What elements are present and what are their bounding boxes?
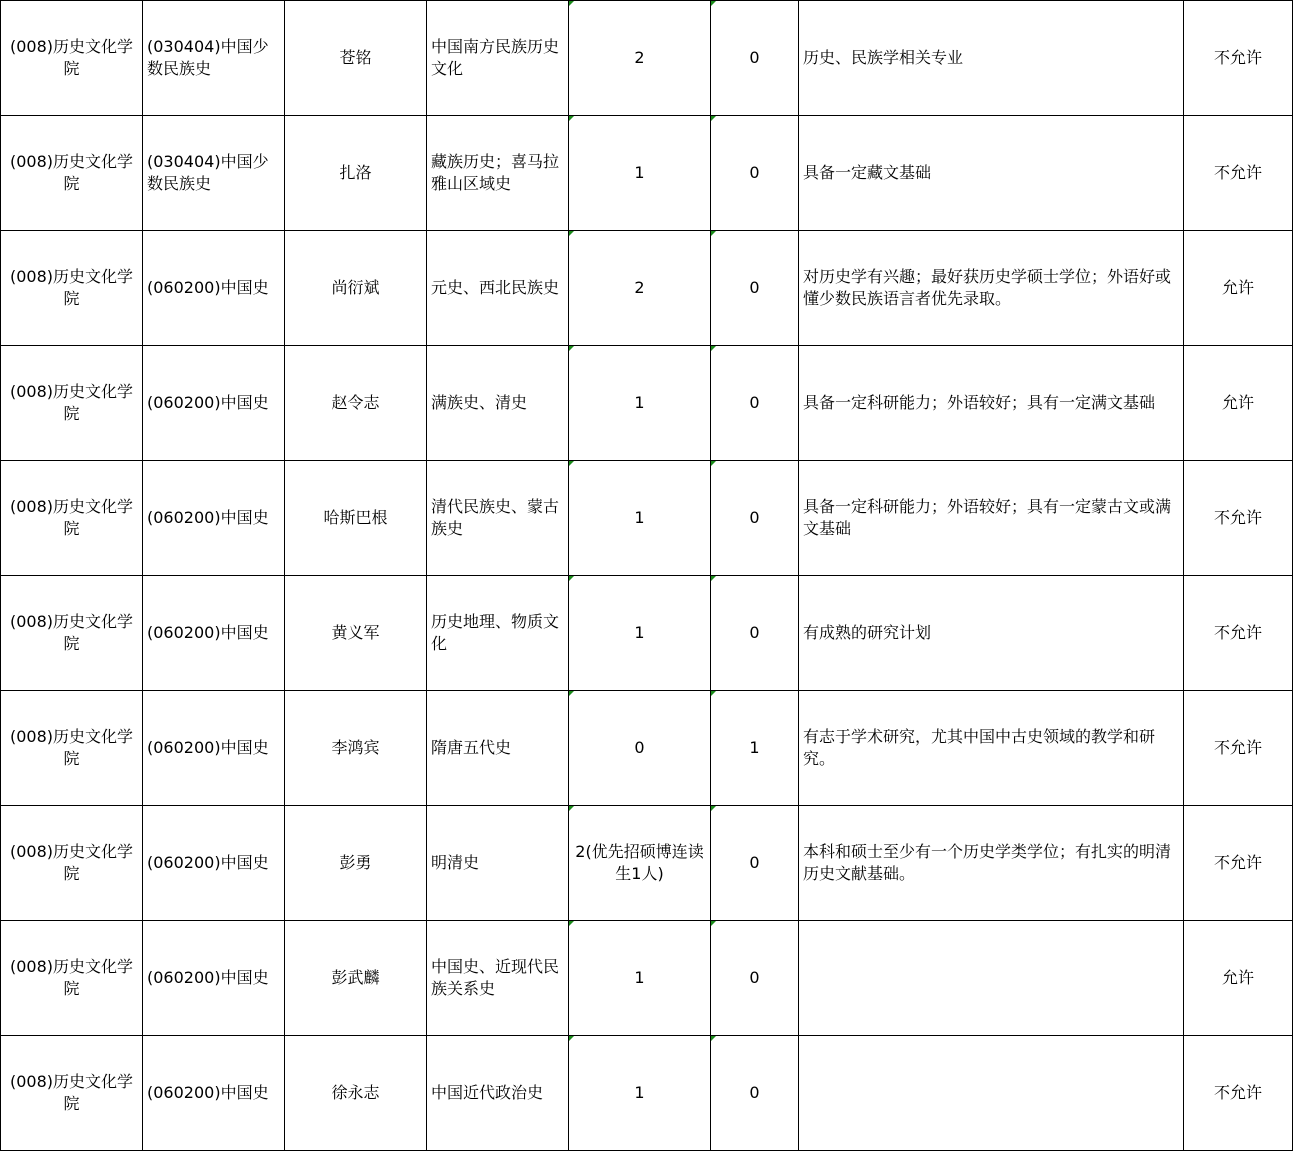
cell-marker-icon bbox=[711, 116, 716, 121]
quota-b-text: 1 bbox=[749, 738, 760, 757]
quota-b-text: 0 bbox=[749, 393, 760, 412]
quota-b-text: 0 bbox=[749, 278, 760, 297]
quota-a-cell[interactable] bbox=[569, 346, 711, 461]
cross-major-allowed-cell[interactable] bbox=[1184, 691, 1293, 806]
requirement-cell[interactable] bbox=[799, 576, 1184, 691]
cell-marker-icon bbox=[569, 806, 574, 811]
research-direction-cell[interactable] bbox=[427, 231, 569, 346]
major-cell[interactable] bbox=[143, 116, 285, 231]
cross-major-allowed-text: 不允许 bbox=[1213, 508, 1262, 527]
quota-a-cell[interactable] bbox=[569, 116, 711, 231]
table-body bbox=[1, 1, 1293, 1151]
research-direction-text: 满族史、清史 bbox=[431, 393, 528, 412]
cross-major-allowed-text: 不允许 bbox=[1213, 48, 1262, 67]
quota-b-cell[interactable] bbox=[711, 921, 799, 1036]
cross-major-allowed-text: 不允许 bbox=[1213, 1083, 1262, 1102]
college-cell[interactable] bbox=[1, 1, 143, 116]
cross-major-allowed-text: 允许 bbox=[1221, 393, 1254, 412]
research-direction-text: 藏族历史；喜马拉雅山区域史 bbox=[431, 152, 560, 193]
cross-major-allowed-text: 不允许 bbox=[1213, 853, 1262, 872]
table-row bbox=[1, 346, 1293, 461]
requirement-cell[interactable] bbox=[799, 921, 1184, 1036]
cell-marker-icon bbox=[569, 1036, 574, 1041]
table-row bbox=[1, 1036, 1293, 1151]
college-cell[interactable] bbox=[1, 691, 143, 806]
major-text: (060200)中国史 bbox=[147, 1083, 269, 1102]
advisor-text: 徐永志 bbox=[331, 1083, 380, 1102]
quota-a-text: 1 bbox=[634, 163, 645, 182]
college-cell[interactable] bbox=[1, 1036, 143, 1151]
advisor-cell[interactable] bbox=[285, 461, 427, 576]
quota-a-text: 1 bbox=[634, 393, 645, 412]
quota-b-cell[interactable] bbox=[711, 1036, 799, 1151]
major-cell[interactable] bbox=[143, 1036, 285, 1151]
cell-marker-icon bbox=[711, 346, 716, 351]
research-direction-cell[interactable] bbox=[427, 1036, 569, 1151]
quota-a-text: 0 bbox=[634, 738, 645, 757]
quota-b-text: 0 bbox=[749, 968, 760, 987]
cross-major-allowed-text: 不允许 bbox=[1213, 738, 1262, 757]
cross-major-allowed-text: 允许 bbox=[1221, 968, 1254, 987]
major-cell[interactable] bbox=[143, 346, 285, 461]
cell-marker-icon bbox=[569, 1, 574, 6]
quota-a-cell[interactable] bbox=[569, 921, 711, 1036]
major-text: (030404)中国少数民族史 bbox=[147, 37, 269, 78]
research-direction-text: 隋唐五代史 bbox=[431, 738, 512, 757]
cross-major-allowed-cell[interactable] bbox=[1184, 921, 1293, 1036]
research-direction-text: 清代民族史、蒙古族史 bbox=[431, 497, 560, 538]
college-cell[interactable] bbox=[1, 806, 143, 921]
quota-b-text: 0 bbox=[749, 853, 760, 872]
college-text: (008)历史文化学院 bbox=[9, 957, 134, 998]
cross-major-allowed-text: 不允许 bbox=[1213, 623, 1262, 642]
cross-major-allowed-text: 不允许 bbox=[1213, 163, 1262, 182]
cross-major-allowed-cell[interactable] bbox=[1184, 1, 1293, 116]
major-text: (030404)中国少数民族史 bbox=[147, 152, 269, 193]
requirement-cell[interactable] bbox=[799, 116, 1184, 231]
requirement-text: 有志于学术研究，尤其中国中古史领域的教学和研究。 bbox=[803, 727, 1156, 768]
quota-a-cell[interactable] bbox=[569, 576, 711, 691]
quota-b-text: 0 bbox=[749, 48, 760, 67]
quota-b-cell[interactable] bbox=[711, 1, 799, 116]
requirement-text: 具备一定科研能力；外语较好；具有一定蒙古文或满文基础 bbox=[803, 497, 1172, 538]
requirement-text: 有成熟的研究计划 bbox=[803, 623, 932, 642]
college-text: (008)历史文化学院 bbox=[9, 842, 134, 883]
college-cell[interactable] bbox=[1, 116, 143, 231]
cross-major-allowed-cell[interactable] bbox=[1184, 576, 1293, 691]
major-cell[interactable] bbox=[143, 461, 285, 576]
cell-marker-icon bbox=[569, 921, 574, 926]
advisor-cell[interactable] bbox=[285, 1, 427, 116]
major-text: (060200)中国史 bbox=[147, 623, 269, 642]
college-text: (008)历史文化学院 bbox=[9, 382, 134, 423]
advisor-text: 彭武麟 bbox=[331, 968, 380, 987]
advisor-cell[interactable] bbox=[285, 806, 427, 921]
college-text: (008)历史文化学院 bbox=[9, 612, 134, 653]
college-text: (008)历史文化学院 bbox=[9, 267, 134, 308]
cross-major-allowed-cell[interactable] bbox=[1184, 461, 1293, 576]
cell-marker-icon bbox=[569, 461, 574, 466]
quota-a-text: 1 bbox=[634, 968, 645, 987]
research-direction-text: 中国史、近现代民族关系史 bbox=[431, 957, 560, 998]
table-row bbox=[1, 576, 1293, 691]
cell-marker-icon bbox=[711, 921, 716, 926]
table-row bbox=[1, 691, 1293, 806]
major-cell[interactable] bbox=[143, 1, 285, 116]
quota-a-cell[interactable] bbox=[569, 806, 711, 921]
requirement-cell[interactable] bbox=[799, 691, 1184, 806]
college-text: (008)历史文化学院 bbox=[9, 152, 134, 193]
quota-b-text: 0 bbox=[749, 163, 760, 182]
quota-b-cell[interactable] bbox=[711, 346, 799, 461]
cross-major-allowed-cell[interactable] bbox=[1184, 1036, 1293, 1151]
advisor-text: 哈斯巴根 bbox=[323, 508, 388, 527]
quota-a-text: 2 bbox=[634, 48, 645, 67]
requirement-text: 对历史学有兴趣；最好获历史学硕士学位；外语好或懂少数民族语言者优先录取。 bbox=[803, 267, 1172, 308]
cell-marker-icon bbox=[711, 231, 716, 236]
cross-major-allowed-cell[interactable] bbox=[1184, 346, 1293, 461]
research-direction-cell[interactable] bbox=[427, 921, 569, 1036]
table-row bbox=[1, 461, 1293, 576]
table-row bbox=[1, 116, 1293, 231]
college-cell[interactable] bbox=[1, 346, 143, 461]
advisor-text: 赵令志 bbox=[331, 393, 380, 412]
requirement-text: 具备一定科研能力；外语较好；具有一定满文基础 bbox=[803, 393, 1156, 412]
quota-a-cell[interactable] bbox=[569, 1036, 711, 1151]
cross-major-allowed-cell[interactable] bbox=[1184, 806, 1293, 921]
advisor-cell[interactable] bbox=[285, 691, 427, 806]
requirement-text: 历史、民族学相关专业 bbox=[803, 48, 964, 67]
requirement-cell[interactable] bbox=[799, 231, 1184, 346]
table-row bbox=[1, 806, 1293, 921]
advisor-text: 彭勇 bbox=[339, 853, 372, 872]
cell-marker-icon bbox=[569, 346, 574, 351]
research-direction-text: 元史、西北民族史 bbox=[431, 278, 560, 297]
major-cell[interactable] bbox=[143, 576, 285, 691]
quota-b-cell[interactable] bbox=[711, 231, 799, 346]
quota-b-cell[interactable] bbox=[711, 576, 799, 691]
requirement-cell[interactable] bbox=[799, 461, 1184, 576]
advisor-text: 苍铭 bbox=[339, 48, 372, 67]
major-text: (060200)中国史 bbox=[147, 278, 269, 297]
requirement-cell[interactable] bbox=[799, 1, 1184, 116]
quota-a-cell[interactable] bbox=[569, 691, 711, 806]
research-direction-cell[interactable] bbox=[427, 116, 569, 231]
quota-a-text: 1 bbox=[634, 1083, 645, 1102]
quota-b-text: 0 bbox=[749, 508, 760, 527]
cell-marker-icon bbox=[711, 806, 716, 811]
requirement-text: 本科和硕士至少有一个历史学类学位；有扎实的明清历史文献基础。 bbox=[803, 842, 1172, 883]
requirement-cell[interactable] bbox=[799, 1036, 1184, 1151]
cell-marker-icon bbox=[711, 1036, 716, 1041]
cell-marker-icon bbox=[569, 231, 574, 236]
advisor-text: 扎洛 bbox=[339, 163, 372, 182]
quota-b-text: 0 bbox=[749, 1083, 760, 1102]
cell-marker-icon bbox=[711, 691, 716, 696]
cross-major-allowed-text: 允许 bbox=[1221, 278, 1254, 297]
advisor-cell[interactable] bbox=[285, 576, 427, 691]
college-cell[interactable] bbox=[1, 921, 143, 1036]
quota-a-text: 1 bbox=[634, 623, 645, 642]
cross-major-allowed-cell[interactable] bbox=[1184, 231, 1293, 346]
advisor-text: 李鸿宾 bbox=[331, 738, 380, 757]
cell-marker-icon bbox=[569, 116, 574, 121]
requirement-cell[interactable] bbox=[799, 806, 1184, 921]
table-row bbox=[1, 231, 1293, 346]
research-direction-text: 明清史 bbox=[431, 853, 480, 872]
advisor-cell[interactable] bbox=[285, 921, 427, 1036]
quota-a-text: 2(优先招硕博连读生1人) bbox=[575, 842, 704, 883]
major-text: (060200)中国史 bbox=[147, 853, 269, 872]
quota-a-cell[interactable] bbox=[569, 461, 711, 576]
cross-major-allowed-cell[interactable] bbox=[1184, 116, 1293, 231]
advisor-cell[interactable] bbox=[285, 116, 427, 231]
quota-a-cell[interactable] bbox=[569, 1, 711, 116]
college-text: (008)历史文化学院 bbox=[9, 727, 134, 768]
college-cell[interactable] bbox=[1, 576, 143, 691]
college-cell[interactable] bbox=[1, 231, 143, 346]
major-text: (060200)中国史 bbox=[147, 738, 269, 757]
requirement-text: 具备一定藏文基础 bbox=[803, 163, 932, 182]
major-text: (060200)中国史 bbox=[147, 508, 269, 527]
major-text: (060200)中国史 bbox=[147, 968, 269, 987]
college-cell[interactable] bbox=[1, 461, 143, 576]
research-direction-text: 历史地理、物质文化 bbox=[431, 612, 560, 653]
research-direction-cell[interactable] bbox=[427, 691, 569, 806]
table-row bbox=[1, 921, 1293, 1036]
requirement-cell[interactable] bbox=[799, 346, 1184, 461]
quota-b-cell[interactable] bbox=[711, 116, 799, 231]
cell-marker-icon bbox=[569, 691, 574, 696]
quota-b-cell[interactable] bbox=[711, 806, 799, 921]
research-direction-cell[interactable] bbox=[427, 346, 569, 461]
major-cell[interactable] bbox=[143, 921, 285, 1036]
quota-a-text: 2 bbox=[634, 278, 645, 297]
major-cell[interactable] bbox=[143, 231, 285, 346]
research-direction-cell[interactable] bbox=[427, 576, 569, 691]
research-direction-text: 中国南方民族历史文化 bbox=[431, 37, 560, 78]
research-direction-text: 中国近代政治史 bbox=[431, 1083, 544, 1102]
cell-marker-icon bbox=[711, 576, 716, 581]
quota-b-cell[interactable] bbox=[711, 691, 799, 806]
college-text: (008)历史文化学院 bbox=[9, 1072, 134, 1113]
quota-a-text: 1 bbox=[634, 508, 645, 527]
cell-marker-icon bbox=[711, 1, 716, 6]
quota-a-cell[interactable] bbox=[569, 231, 711, 346]
major-cell[interactable] bbox=[143, 806, 285, 921]
college-text: (008)历史文化学院 bbox=[9, 37, 134, 78]
cell-marker-icon bbox=[711, 461, 716, 466]
major-text: (060200)中国史 bbox=[147, 393, 269, 412]
advisor-text: 黄义军 bbox=[331, 623, 380, 642]
advisor-text: 尚衍斌 bbox=[331, 278, 380, 297]
advisor-cell[interactable] bbox=[285, 231, 427, 346]
research-direction-cell[interactable] bbox=[427, 806, 569, 921]
college-text: (008)历史文化学院 bbox=[9, 497, 134, 538]
major-cell[interactable] bbox=[143, 691, 285, 806]
research-direction-cell[interactable] bbox=[427, 1, 569, 116]
research-direction-cell[interactable] bbox=[427, 461, 569, 576]
quota-b-text: 0 bbox=[749, 623, 760, 642]
quota-b-cell[interactable] bbox=[711, 461, 799, 576]
advisor-cell[interactable] bbox=[285, 346, 427, 461]
advisor-cell[interactable] bbox=[285, 1036, 427, 1151]
table-row bbox=[1, 1, 1293, 116]
cell-marker-icon bbox=[569, 576, 574, 581]
